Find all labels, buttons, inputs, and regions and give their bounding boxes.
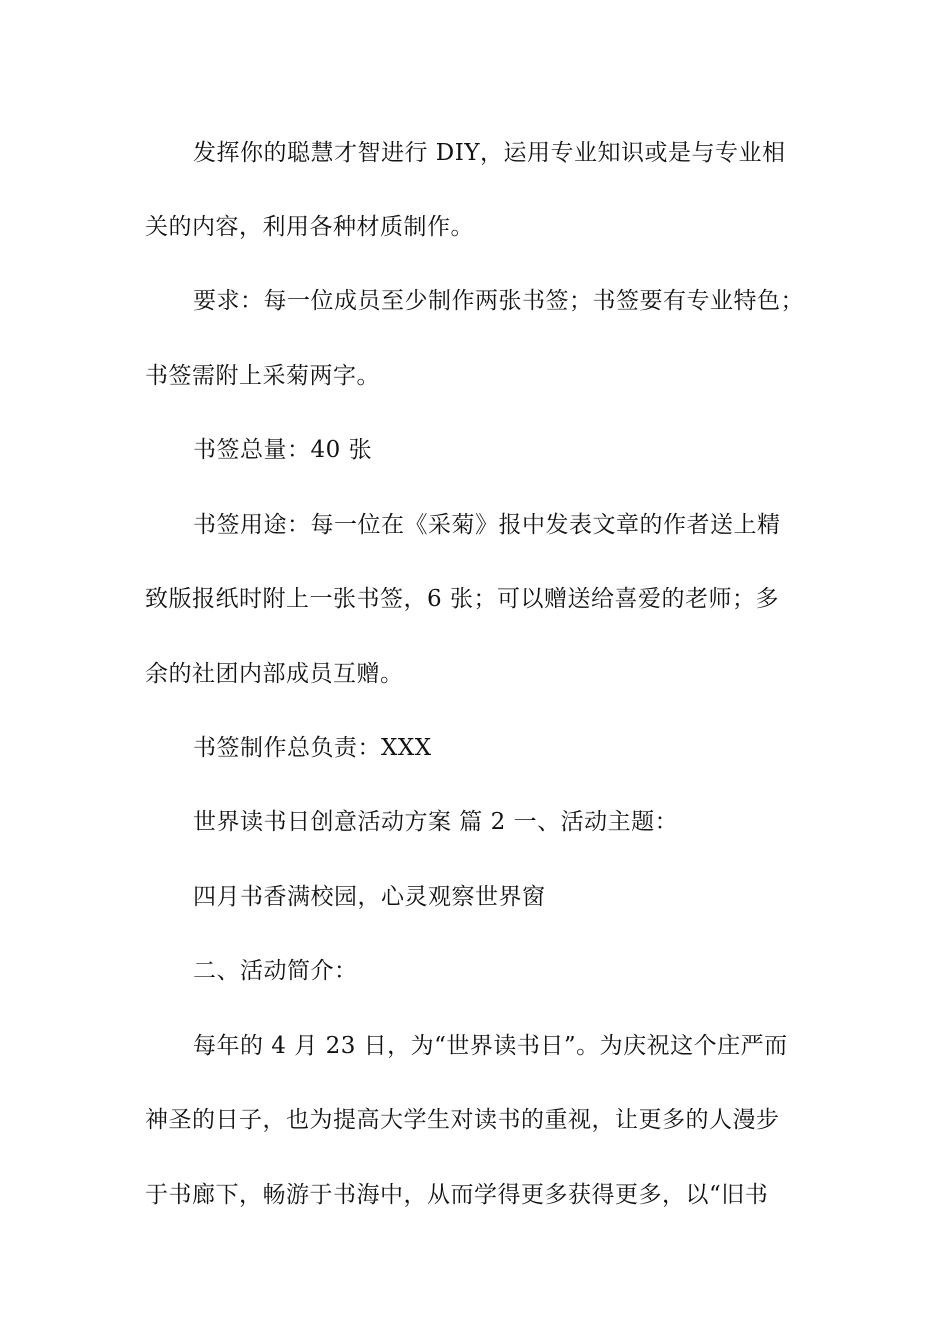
paragraph-line: 发挥你的聪慧才智进行 DIY，运用专业知识或是与专业相 — [193, 140, 786, 166]
paragraph-line: 于书廊下，畅游于书海中，从而学得更多获得更多，以“旧书 — [145, 1182, 769, 1208]
paragraph-line: 致版报纸时附上一张书签，6 张；可以赠送给喜爱的老师；多 — [145, 586, 779, 612]
paragraph-line: 神圣的日子，也为提高大学生对读书的重视，让更多的人漫步 — [145, 1107, 780, 1133]
paragraph-line: 四月书香满校园，心灵观察世界窗 — [193, 884, 546, 910]
paragraph-line: 书签用途：每一位在《采菊》报中发表文章的作者送上精 — [193, 512, 781, 538]
section-heading-line: 世界读书日创意活动方案 篇 2 一、活动主题： — [193, 809, 679, 835]
paragraph-line: 书签需附上采菊两字。 — [145, 363, 380, 389]
paragraph-line: 书签总量：40 张 — [193, 437, 373, 463]
paragraph-line: 书签制作总负责：XXX — [193, 735, 432, 761]
paragraph-line: 余的社团内部成员互赠。 — [145, 661, 404, 687]
paragraph-line: 关的内容，利用各种材质制作。 — [145, 214, 474, 240]
section-heading-line: 二、活动简介： — [193, 958, 358, 984]
paragraph-line: 每年的 4 月 23 日，为“世界读书日”。为庆祝这个庄严而 — [193, 1033, 788, 1059]
paragraph-line: 要求：每一位成员至少制作两张书签；书签要有专业特色； — [193, 288, 804, 314]
